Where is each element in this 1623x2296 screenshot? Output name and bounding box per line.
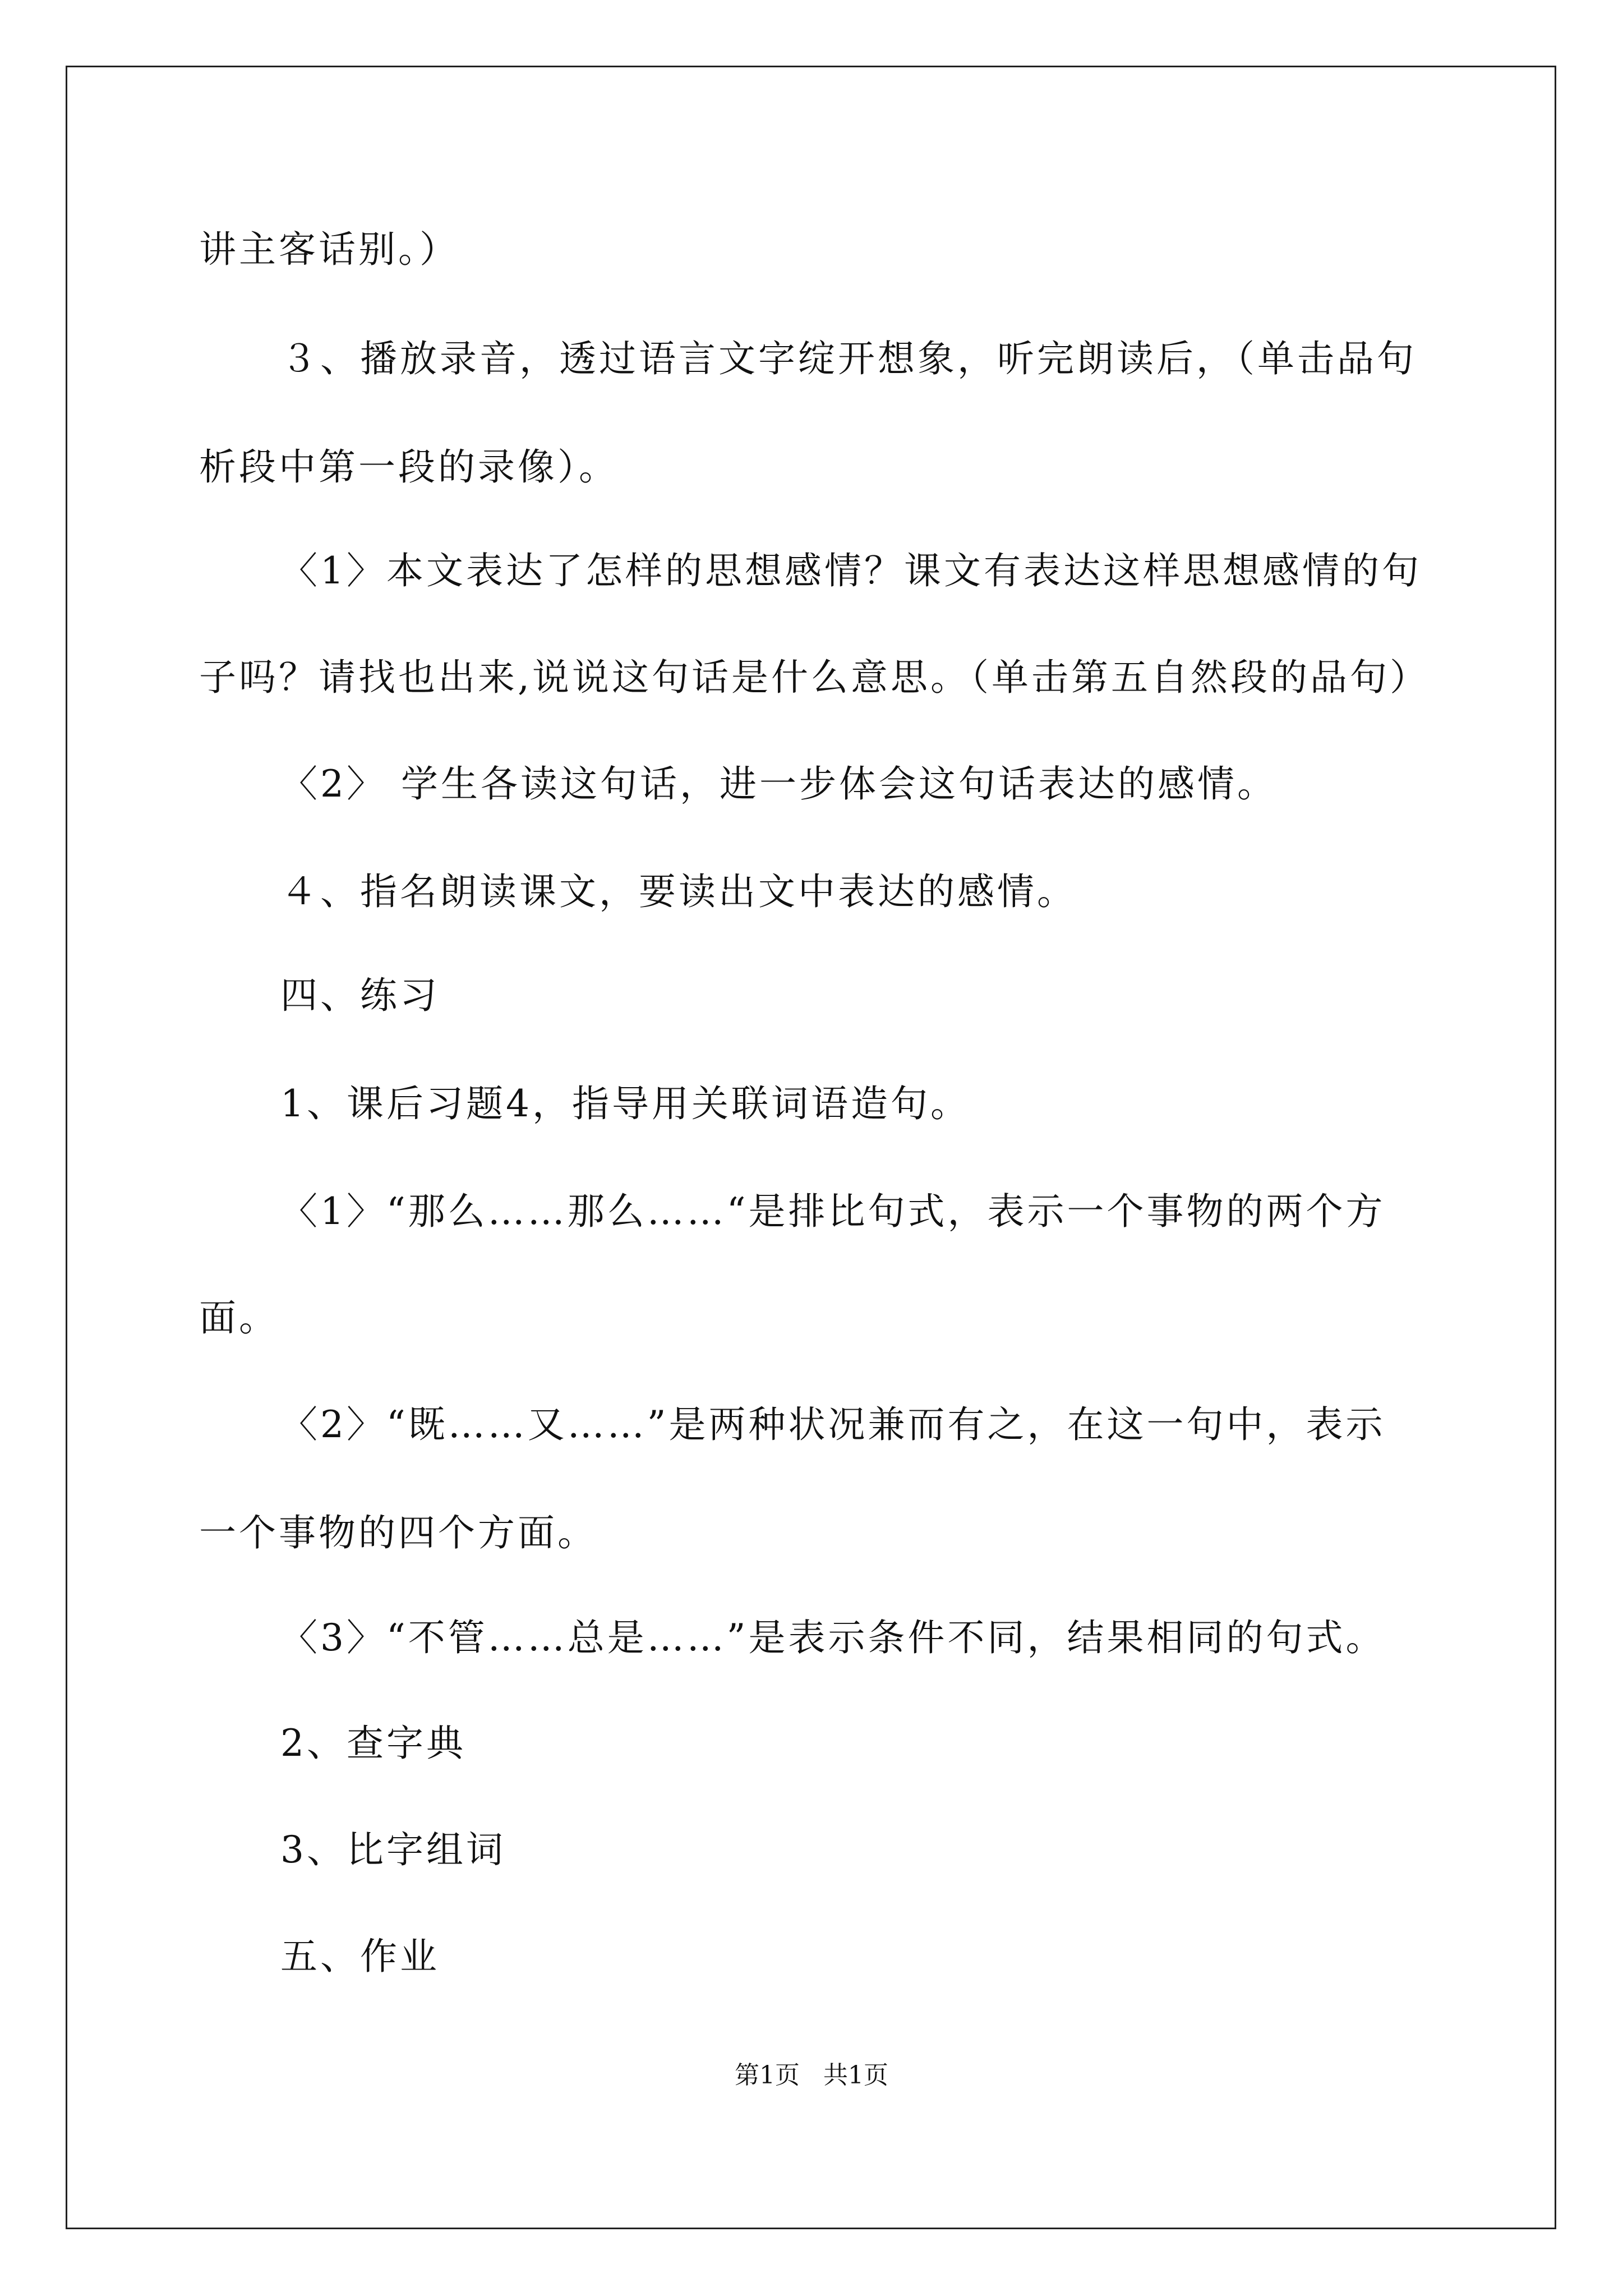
text-line: 〈2〉 学生各读这句话，进一步体会这句话表达的感情。: [280, 762, 1277, 806]
text-line: 2、查字典: [280, 1722, 466, 1765]
text-line: 讲主客话别。）: [199, 228, 459, 271]
text-line: ３、播放录音，透过语言文字绽开想象，听完朗读后，（单击品句: [280, 337, 1417, 380]
section-heading: 四、练习: [280, 974, 440, 1017]
text-line: 子吗？请找也出来,说说这句话是什么意思。（单击第五自然段的品句）: [199, 656, 1430, 699]
text-line: 析段中第一段的录像）。: [199, 445, 619, 489]
text-line: 〈1〉本文表达了怎样的思想感情？课文有表达这样思想感情的句: [280, 549, 1422, 592]
text-line: ４、指名朗读课文，要读出文中表达的感情。: [280, 870, 1077, 913]
text-line: 〈3〉“不管……总是……”是表示条件不同，结果相同的句式。: [280, 1616, 1386, 1659]
section-heading: 五、作业: [280, 1935, 440, 1978]
text-line: 1、课后习题4，指导用关联词语造句。: [280, 1082, 970, 1125]
text-line: 〈2〉“既……又……”是两种状况兼而有之，在这一句中，表示: [280, 1403, 1386, 1446]
text-line: 3、比字组词: [280, 1828, 506, 1871]
page-border: [66, 66, 1556, 2229]
text-line: 〈1〉“那么……那么……“是排比句式，表示一个事物的两个方: [280, 1190, 1386, 1233]
page-number-footer: 第1页 共1页: [735, 2061, 888, 2090]
text-line: 面。: [199, 1296, 279, 1340]
text-line: 一个事物的四个方面。: [199, 1511, 597, 1554]
